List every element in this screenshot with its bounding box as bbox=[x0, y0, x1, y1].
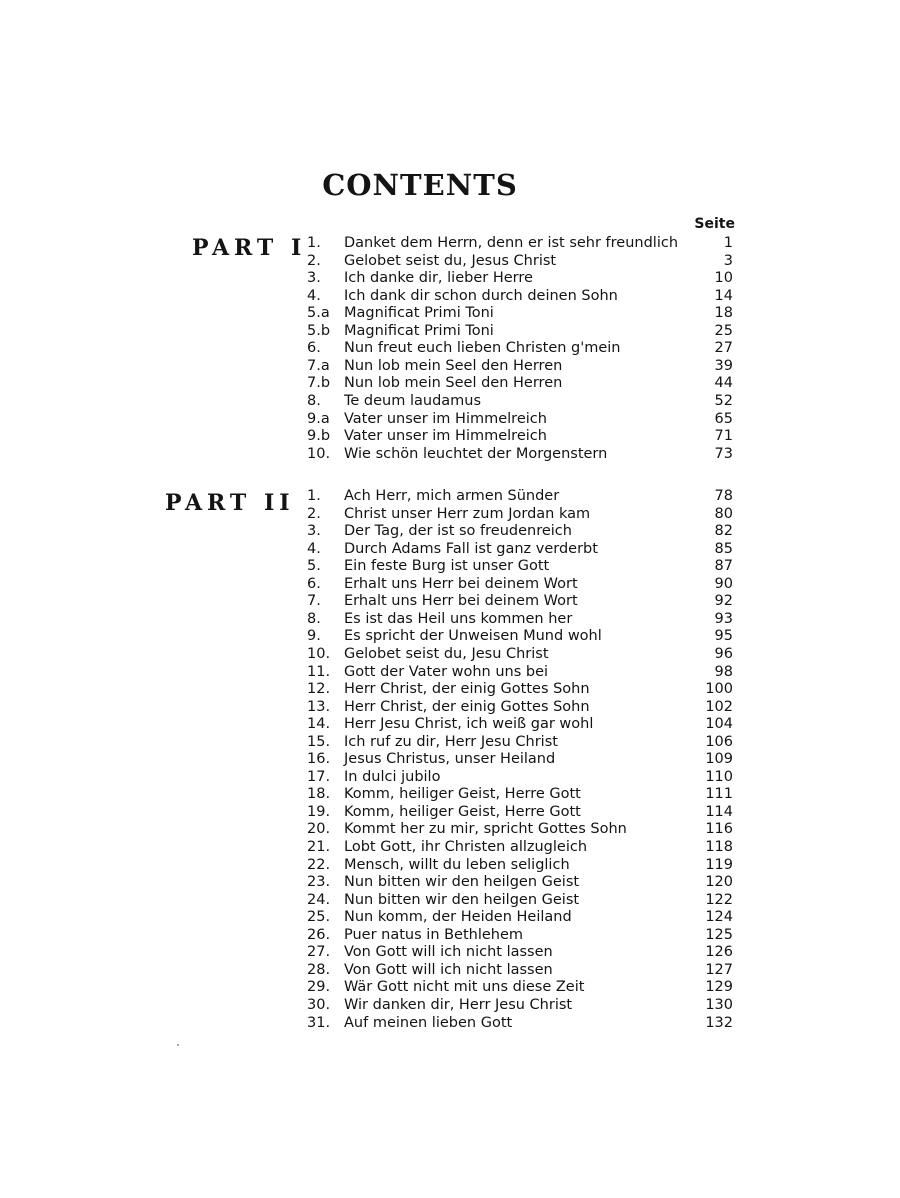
toc-entry bbox=[0, 838, 900, 856]
entry-page-number: 125 bbox=[705, 926, 733, 943]
entry-number: 21. bbox=[307, 839, 331, 855]
entry-page-number: 39 bbox=[714, 357, 733, 374]
entry-title: Von Gott will ich nicht lassen bbox=[344, 944, 553, 961]
entry-number: 6. bbox=[307, 340, 321, 357]
toc-entry bbox=[0, 645, 900, 663]
entry-number: 11. bbox=[307, 663, 331, 680]
entry-number: 13. bbox=[307, 698, 331, 715]
entry-number: 30. bbox=[307, 996, 331, 1013]
entry-title: Es ist das Heil uns kommen her bbox=[344, 610, 573, 627]
page-speck bbox=[177, 1044, 179, 1046]
entry-page-number: 122 bbox=[705, 891, 733, 908]
entry-title: Kommt her zu mir, spricht Gottes Sohn bbox=[344, 821, 627, 838]
entry-title: Wir danken dir, Herr Jesu Christ bbox=[344, 996, 573, 1013]
entry-title: In dulci jubilo bbox=[344, 768, 441, 785]
entry-number: 8. bbox=[307, 610, 321, 627]
entry-title: Gelobet seist du, Jesus Christ bbox=[344, 252, 557, 269]
toc-entry bbox=[0, 505, 900, 523]
entry-number: 29. bbox=[307, 979, 331, 996]
entry-title: Mensch, willt du leben seliglich bbox=[344, 856, 570, 873]
entry-title: Christ unser Herr zum Jordan kam bbox=[344, 505, 591, 522]
toc-entry bbox=[0, 680, 900, 698]
entry-page-number: 27 bbox=[714, 340, 733, 357]
part-2-label: PART II bbox=[165, 490, 295, 516]
entry-number: 7.b bbox=[307, 375, 331, 392]
entry-number: 28. bbox=[307, 961, 331, 978]
entry-number: 4. bbox=[307, 540, 321, 557]
entry-title: Es spricht der Unweisen Mund wohl bbox=[344, 628, 602, 645]
entry-title: Ach Herr, mich armen Sünder bbox=[344, 488, 560, 504]
entry-page-number: 109 bbox=[705, 751, 733, 768]
entry-page-number: 102 bbox=[705, 698, 733, 715]
toc-entry bbox=[0, 575, 900, 593]
entry-number: 7.a bbox=[307, 357, 330, 374]
entry-title: Te deum laudamus bbox=[344, 392, 482, 409]
toc-entry bbox=[0, 908, 900, 926]
entry-page-number: 104 bbox=[705, 716, 733, 733]
entry-page-number: 78 bbox=[714, 488, 733, 504]
entry-title: Gelobet seist du, Jesu Christ bbox=[344, 645, 549, 662]
toc-entry bbox=[0, 322, 900, 340]
entry-page-number: 96 bbox=[714, 645, 733, 662]
entry-page-number: 120 bbox=[705, 874, 733, 891]
entry-number: 10. bbox=[307, 645, 331, 662]
entry-title: Von Gott will ich nicht lassen bbox=[344, 961, 553, 978]
toc-entry bbox=[0, 873, 900, 891]
entry-number: 22. bbox=[307, 856, 331, 873]
entry-title: Wär Gott nicht mit uns diese Zeit bbox=[344, 979, 585, 996]
entry-page-number: 129 bbox=[705, 979, 733, 996]
entry-number: 9.b bbox=[307, 428, 331, 445]
entry-page-number: 90 bbox=[714, 575, 733, 592]
entry-page-number: 119 bbox=[705, 856, 733, 873]
entry-number: 1. bbox=[307, 488, 321, 504]
entry-title: Gott der Vater wohn uns bei bbox=[344, 663, 549, 680]
toc-entry bbox=[0, 891, 900, 909]
entry-number: 5.b bbox=[307, 322, 331, 339]
entry-page-number: 124 bbox=[705, 909, 733, 926]
entry-number: 4. bbox=[307, 287, 321, 304]
toc-entry bbox=[0, 610, 900, 628]
page-title: CONTENTS bbox=[322, 168, 518, 202]
entry-title: Lobt Gott, ihr Christen allzugleich bbox=[344, 839, 588, 855]
entry-title: Wie schön leuchtet der Morgenstern bbox=[344, 445, 608, 462]
toc-entry bbox=[0, 768, 900, 786]
entry-number: 7. bbox=[307, 593, 321, 610]
entry-page-number: 73 bbox=[714, 445, 733, 462]
entry-number: 9. bbox=[307, 628, 321, 645]
entry-page-number: 118 bbox=[705, 839, 733, 855]
entry-number: 27. bbox=[307, 944, 331, 961]
toc-entry bbox=[0, 961, 900, 979]
entry-title: Nun freut euch lieben Christen g'mein bbox=[344, 340, 621, 357]
entry-page-number: 44 bbox=[714, 375, 733, 392]
toc-entry bbox=[0, 557, 900, 575]
entry-title: Herr Christ, der einig Gottes Sohn bbox=[344, 698, 590, 715]
toc-entry bbox=[0, 339, 900, 357]
toc-entry bbox=[0, 856, 900, 874]
toc-entry bbox=[0, 445, 900, 463]
entry-title: Jesus Christus, unser Heiland bbox=[344, 751, 556, 768]
toc-entry bbox=[0, 427, 900, 445]
part-1-label: PART I bbox=[192, 235, 307, 261]
entry-page-number: 126 bbox=[705, 944, 733, 961]
entry-page-number: 92 bbox=[714, 593, 733, 610]
entry-number: 12. bbox=[307, 681, 331, 698]
entry-number: 14. bbox=[307, 716, 331, 733]
toc-entry bbox=[0, 357, 900, 375]
entry-title: Durch Adams Fall ist ganz verderbt bbox=[344, 540, 598, 557]
toc-entry bbox=[0, 392, 900, 410]
entry-title: Erhalt uns Herr bei deinem Wort bbox=[344, 593, 578, 610]
entry-number: 17. bbox=[307, 768, 331, 785]
entry-number: 19. bbox=[307, 803, 331, 820]
entry-number: 18. bbox=[307, 786, 331, 803]
entry-page-number: 52 bbox=[714, 392, 733, 409]
entry-title: Nun lob mein Seel den Herren bbox=[344, 357, 563, 374]
entry-number: 8. bbox=[307, 392, 321, 409]
entry-title: Nun bitten wir den heilgen Geist bbox=[344, 874, 580, 891]
toc-entry bbox=[0, 304, 900, 322]
toc-entry bbox=[0, 943, 900, 961]
entry-page-number: 116 bbox=[705, 821, 733, 838]
toc-entry bbox=[0, 287, 900, 305]
toc-entry bbox=[0, 540, 900, 558]
toc-entry bbox=[0, 410, 900, 428]
entry-number: 23. bbox=[307, 874, 331, 891]
toc-entry bbox=[0, 698, 900, 716]
entry-page-number: 95 bbox=[714, 628, 733, 645]
entry-page-number: 106 bbox=[705, 733, 733, 750]
entry-number: 26. bbox=[307, 926, 331, 943]
entry-title: Vater unser im Himmelreich bbox=[344, 428, 547, 445]
entry-title: Herr Christ, der einig Gottes Sohn bbox=[344, 681, 590, 698]
entry-number: 1. bbox=[307, 235, 321, 251]
entry-title: Nun komm, der Heiden Heiland bbox=[344, 909, 572, 926]
entry-title: Nun lob mein Seel den Herren bbox=[344, 375, 563, 392]
entry-page-number: 14 bbox=[714, 287, 733, 304]
entry-title: Auf meinen lieben Gott bbox=[344, 1014, 513, 1031]
entry-page-number: 65 bbox=[714, 410, 733, 427]
toc-entry bbox=[0, 487, 900, 505]
entry-page-number: 111 bbox=[705, 786, 733, 803]
toc-entry bbox=[0, 252, 900, 270]
entry-number: 24. bbox=[307, 891, 331, 908]
entry-title: Nun bitten wir den heilgen Geist bbox=[344, 891, 580, 908]
entry-title: Komm, heiliger Geist, Herre Gott bbox=[344, 803, 581, 820]
entry-title: Vater unser im Himmelreich bbox=[344, 410, 547, 427]
entry-page-number: 82 bbox=[714, 523, 733, 540]
entry-page-number: 114 bbox=[705, 803, 733, 820]
entry-number: 5. bbox=[307, 558, 321, 575]
entry-title: Magnificat Primi Toni bbox=[344, 305, 494, 322]
entry-number: 2. bbox=[307, 252, 321, 269]
toc-entry bbox=[0, 374, 900, 392]
entry-number: 10. bbox=[307, 445, 331, 462]
toc-entry bbox=[0, 926, 900, 944]
entry-page-number: 71 bbox=[714, 428, 733, 445]
entry-title: Komm, heiliger Geist, Herre Gott bbox=[344, 786, 581, 803]
entry-page-number: 3 bbox=[723, 252, 733, 269]
entry-page-number: 130 bbox=[705, 996, 733, 1013]
entry-page-number: 98 bbox=[714, 663, 733, 680]
entry-title: Der Tag, der ist so freudenreich bbox=[344, 523, 572, 540]
toc-entry bbox=[0, 1014, 900, 1032]
entry-number: 9.a bbox=[307, 410, 330, 427]
entry-number: 5.a bbox=[307, 305, 330, 322]
page-column-header: Seite bbox=[694, 216, 735, 232]
entry-page-number: 110 bbox=[705, 768, 733, 785]
entry-number: 16. bbox=[307, 751, 331, 768]
entry-page-number: 87 bbox=[714, 558, 733, 575]
entry-number: 2. bbox=[307, 505, 321, 522]
entry-title: Puer natus in Bethlehem bbox=[344, 926, 524, 943]
toc-entry bbox=[0, 592, 900, 610]
entry-title: Ich dank dir schon durch deinen Sohn bbox=[344, 287, 618, 304]
toc-entry bbox=[0, 978, 900, 996]
toc-entry bbox=[0, 715, 900, 733]
toc-entry bbox=[0, 522, 900, 540]
entry-page-number: 25 bbox=[714, 322, 733, 339]
entry-title: Danket dem Herrn, denn er ist sehr freundlich bbox=[344, 235, 679, 251]
toc-entry bbox=[0, 820, 900, 838]
entry-page-number: 132 bbox=[705, 1014, 733, 1031]
entry-number: 25. bbox=[307, 909, 331, 926]
entry-number: 15. bbox=[307, 733, 331, 750]
entry-title: Magnificat Primi Toni bbox=[344, 322, 494, 339]
entry-number: 31. bbox=[307, 1014, 331, 1031]
entry-number: 3. bbox=[307, 523, 321, 540]
entry-title: Herr Jesu Christ, ich weiß gar wohl bbox=[344, 716, 594, 733]
toc-entry bbox=[0, 269, 900, 287]
toc-entry bbox=[0, 750, 900, 768]
toc-entry bbox=[0, 627, 900, 645]
entry-page-number: 127 bbox=[705, 961, 733, 978]
entry-title: Ich ruf zu dir, Herr Jesu Christ bbox=[344, 733, 558, 750]
entry-title: Ein feste Burg ist unser Gott bbox=[344, 558, 550, 575]
entry-number: 6. bbox=[307, 575, 321, 592]
entry-page-number: 100 bbox=[705, 681, 733, 698]
entry-number: 20. bbox=[307, 821, 331, 838]
entry-page-number: 93 bbox=[714, 610, 733, 627]
toc-entry bbox=[0, 733, 900, 751]
toc-entry bbox=[0, 785, 900, 803]
entry-page-number: 85 bbox=[714, 540, 733, 557]
entry-number: 3. bbox=[307, 270, 321, 287]
entry-page-number: 80 bbox=[714, 505, 733, 522]
toc-entry bbox=[0, 663, 900, 681]
entry-page-number: 1 bbox=[723, 235, 733, 251]
entry-title: Ich danke dir, lieber Herre bbox=[344, 270, 533, 287]
toc-entry bbox=[0, 996, 900, 1014]
toc-entry bbox=[0, 234, 900, 252]
entry-page-number: 18 bbox=[714, 305, 733, 322]
entry-page-number: 10 bbox=[714, 270, 733, 287]
toc-entry bbox=[0, 803, 900, 821]
entry-title: Erhalt uns Herr bei deinem Wort bbox=[344, 575, 578, 592]
